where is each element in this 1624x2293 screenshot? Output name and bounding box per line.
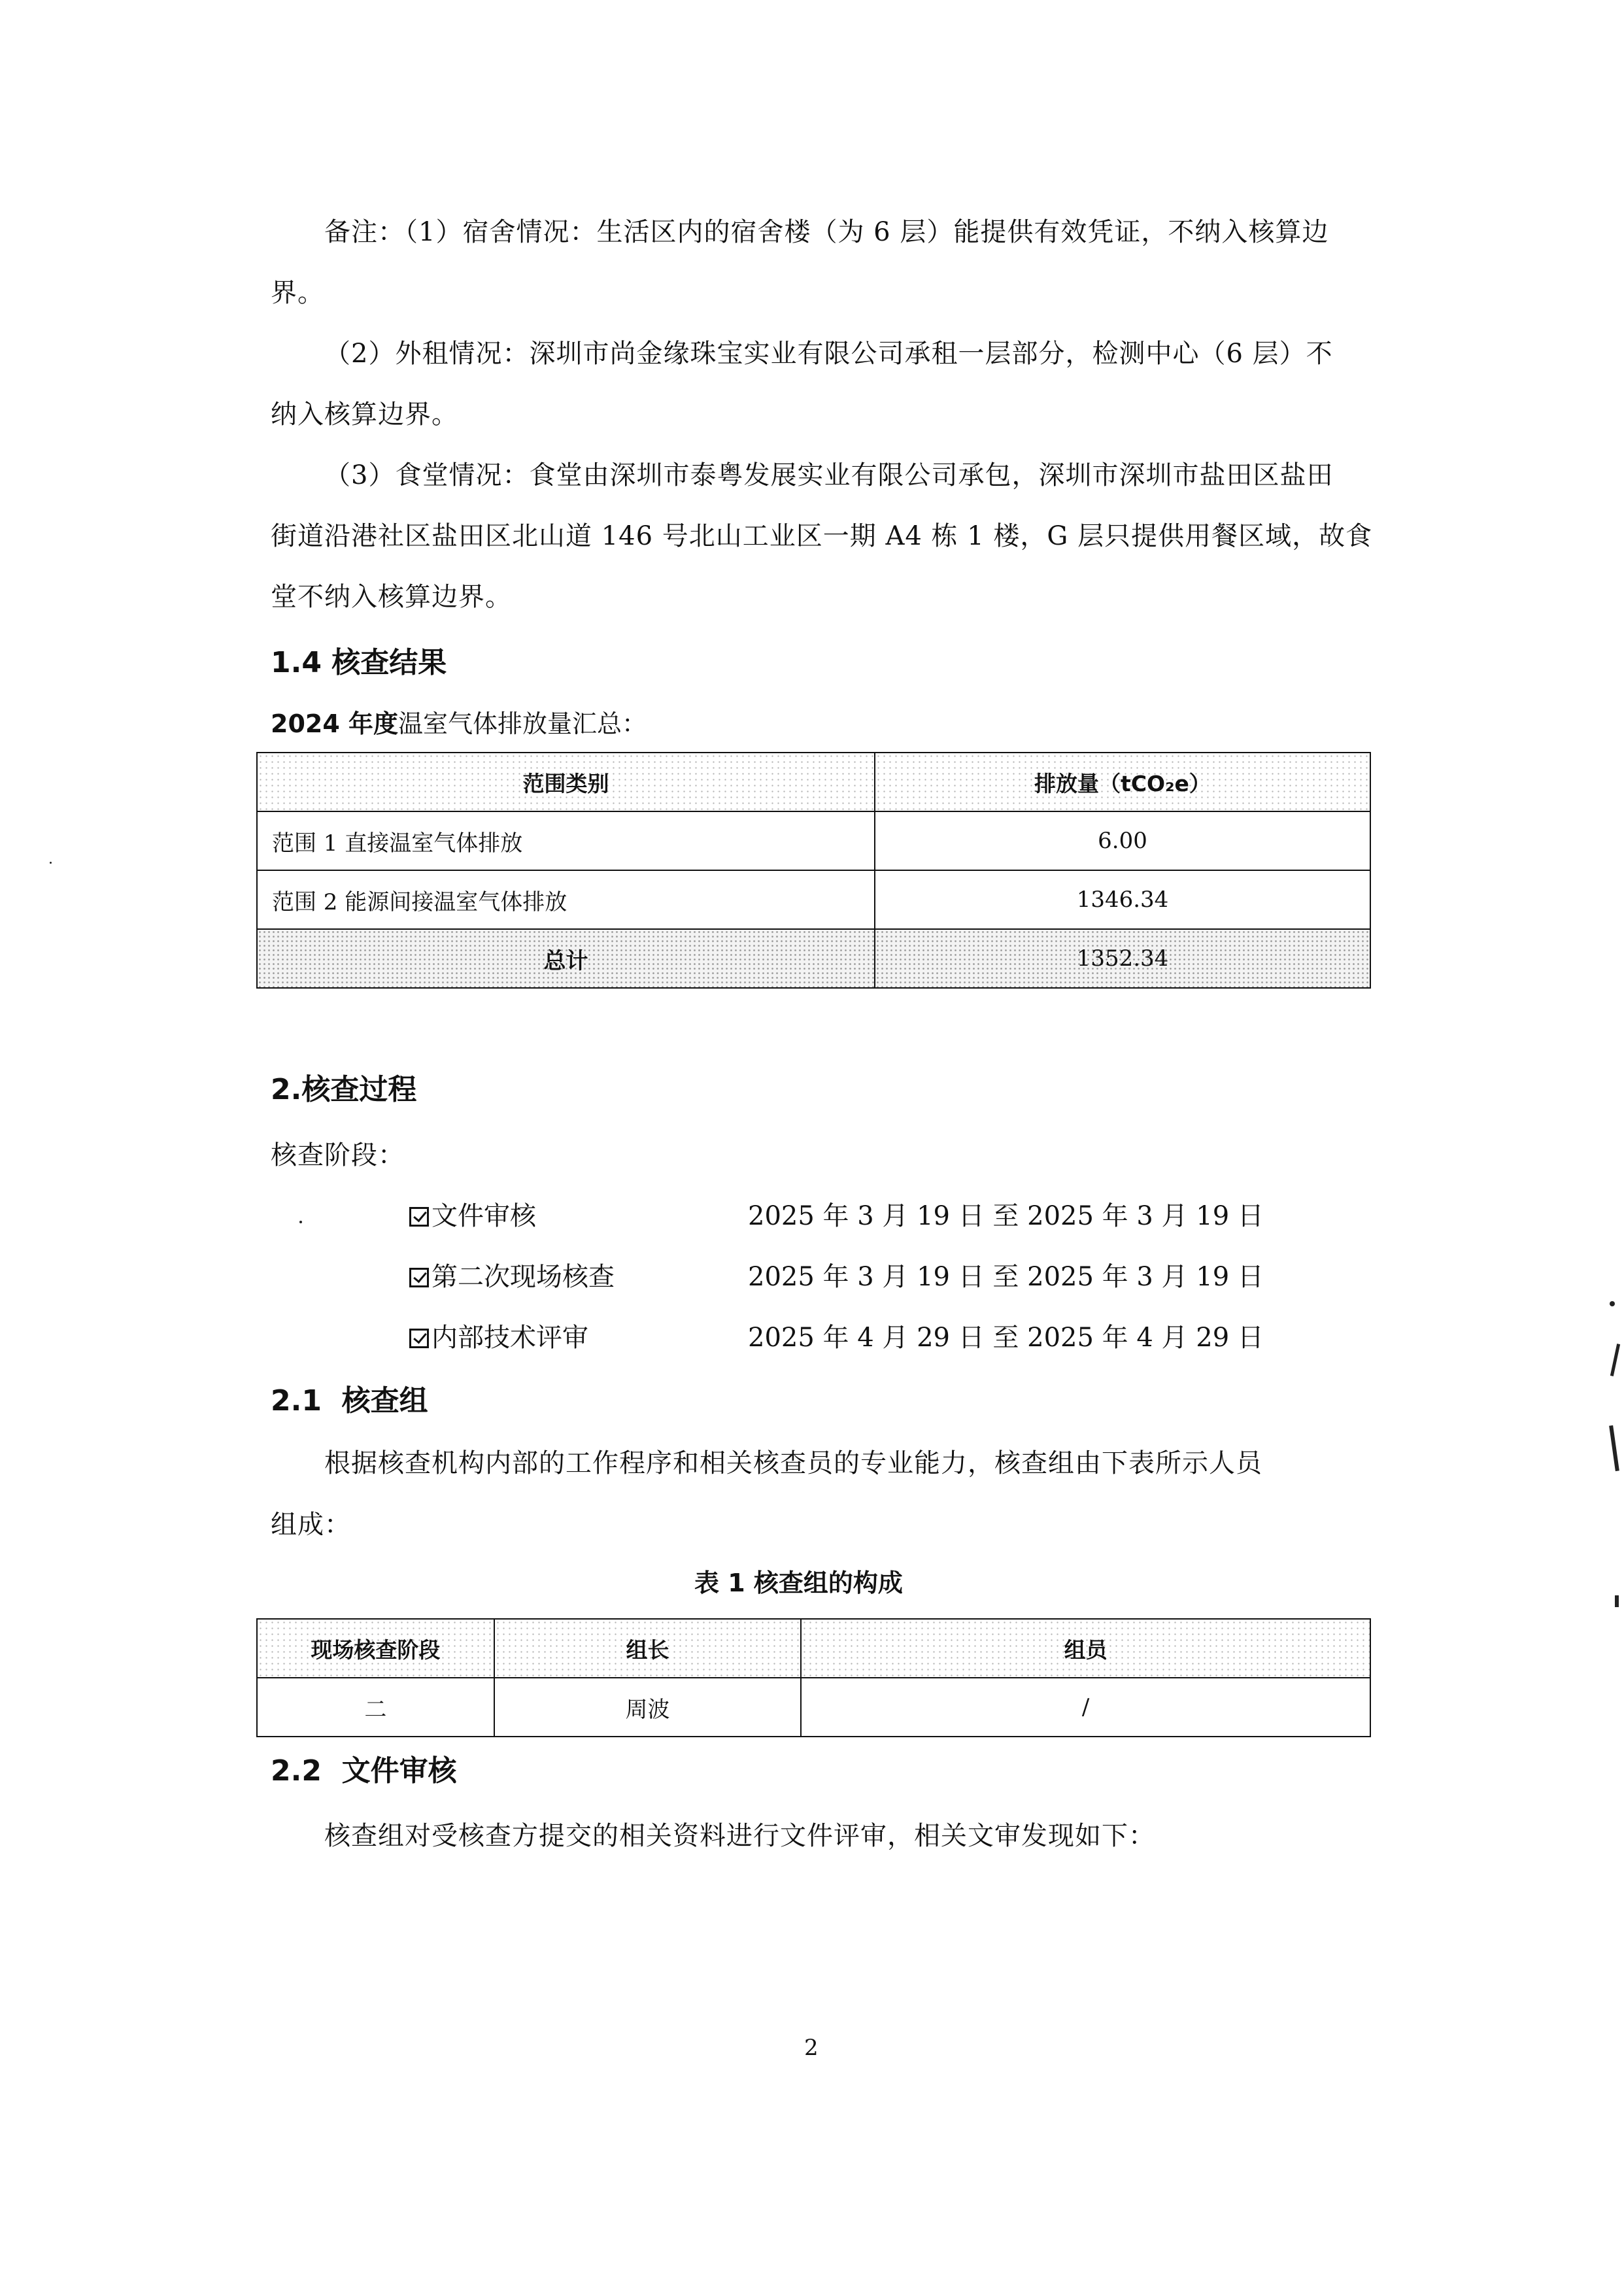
header-scope-category: 范围类别 [257, 753, 875, 811]
stage-name: 第二次现场核查 [431, 1262, 615, 1292]
checked-box-icon [409, 1207, 429, 1227]
checked-box-icon [409, 1268, 429, 1287]
section-2-1-heading [271, 1384, 428, 1418]
document-review-para: 核查组对受核查方提交的相关资料进行文件评审，相关文审发现如下： [324, 1821, 1155, 1851]
site-stage-value: 二 [257, 1678, 494, 1737]
summary-text: 温室气体排放量汇总： [398, 709, 647, 738]
emission-summary-title [271, 709, 647, 739]
stage-row-document-review [409, 1200, 536, 1232]
table-row [257, 811, 1370, 870]
emission-summary-table [256, 752, 1371, 989]
scan-speck [299, 1221, 302, 1223]
scan-speck [1610, 1301, 1615, 1306]
scan-speck [1615, 1595, 1619, 1607]
table-1-caption: 表 1 核查组的构成 [694, 1569, 903, 1597]
remark-3-line-1: （3）食堂情况：食堂由深圳市泰粤发展实业有限公司承包，深圳市深圳市盐田区盐田 [324, 460, 1334, 490]
heading-text: 核查组 [341, 1384, 428, 1418]
remark-2-line-2: 纳入核算边界。 [271, 399, 458, 430]
table-row [257, 1678, 1370, 1737]
stage-label: 核查阶段： [271, 1140, 405, 1170]
checked-box-icon [409, 1329, 429, 1348]
stage-name: 文件审核 [431, 1201, 536, 1231]
stage-row-second-site-verification [409, 1261, 615, 1293]
header-team-leader: 组长 [494, 1619, 801, 1678]
scan-speck [1609, 1425, 1619, 1471]
stage-period-internal-technical-review: 2025 年 4 月 29 日 至 2025 年 4 月 29 日 [748, 1323, 1264, 1353]
team-members-value: / [801, 1678, 1370, 1737]
scope-2-label: 范围 2 能源间接温室气体排放 [257, 870, 875, 929]
scan-speck [50, 862, 52, 864]
page-number: 2 [804, 2035, 819, 2061]
team-para-line-2: 组成： [271, 1510, 351, 1540]
remark-1-line-2: 界。 [271, 278, 324, 308]
section-2-heading: 2.核查过程 [271, 1073, 417, 1106]
total-row [257, 929, 1370, 988]
remark-2-line-1: （2）外租情况：深圳市尚金缘珠宝实业有限公司承租一层部分，检测中心（6 层）不 [324, 339, 1333, 369]
stage-period-document-review: 2025 年 3 月 19 日 至 2025 年 3 月 19 日 [748, 1201, 1264, 1231]
stage-row-internal-technical-review [409, 1322, 588, 1353]
stage-name: 内部技术评审 [431, 1323, 588, 1353]
header-site-stage: 现场核查阶段 [257, 1619, 494, 1678]
scope-1-value: 6.00 [875, 811, 1370, 870]
team-para-line-1: 根据核查机构内部的工作程序和相关核查员的专业能力，核查组由下表所示人员 [324, 1448, 1262, 1478]
table-row [257, 870, 1370, 929]
verification-team-table [256, 1618, 1371, 1737]
total-value: 1352.34 [875, 929, 1370, 988]
stage-period-second-site-verification: 2025 年 3 月 19 日 至 2025 年 3 月 19 日 [748, 1262, 1264, 1292]
header-emissions: 排放量（tCO₂e） [875, 753, 1370, 811]
scope-1-label: 范围 1 直接温室气体排放 [257, 811, 875, 870]
section-2-2-heading [271, 1754, 457, 1788]
scope-2-value: 1346.34 [875, 870, 1370, 929]
heading-text: 文件审核 [341, 1754, 457, 1788]
team-leader-value: 周波 [494, 1678, 801, 1737]
heading-number: 2.2 [271, 1754, 322, 1788]
remark-3-line-3: 堂不纳入核算边界。 [271, 582, 512, 612]
heading-number: 2.1 [271, 1384, 322, 1418]
scan-speck [1610, 1344, 1620, 1376]
table-header-row [257, 1619, 1370, 1678]
remark-1-line-1: 备注：（1）宿舍情况：生活区内的宿舍楼（为 6 层）能提供有效凭证，不纳入核算边 [324, 217, 1329, 247]
table-header-row [257, 753, 1370, 811]
summary-year: 2024 年度 [271, 709, 398, 738]
remark-3-line-2: 街道沿港社区盐田区北山道 146 号北山工业区一期 A4 栋 1 楼，G 层只提供用餐区域，故食 [271, 521, 1373, 551]
total-label: 总计 [257, 929, 875, 988]
header-team-members: 组员 [801, 1619, 1370, 1678]
section-1-4-heading: 1.4 核查结果 [271, 646, 447, 679]
